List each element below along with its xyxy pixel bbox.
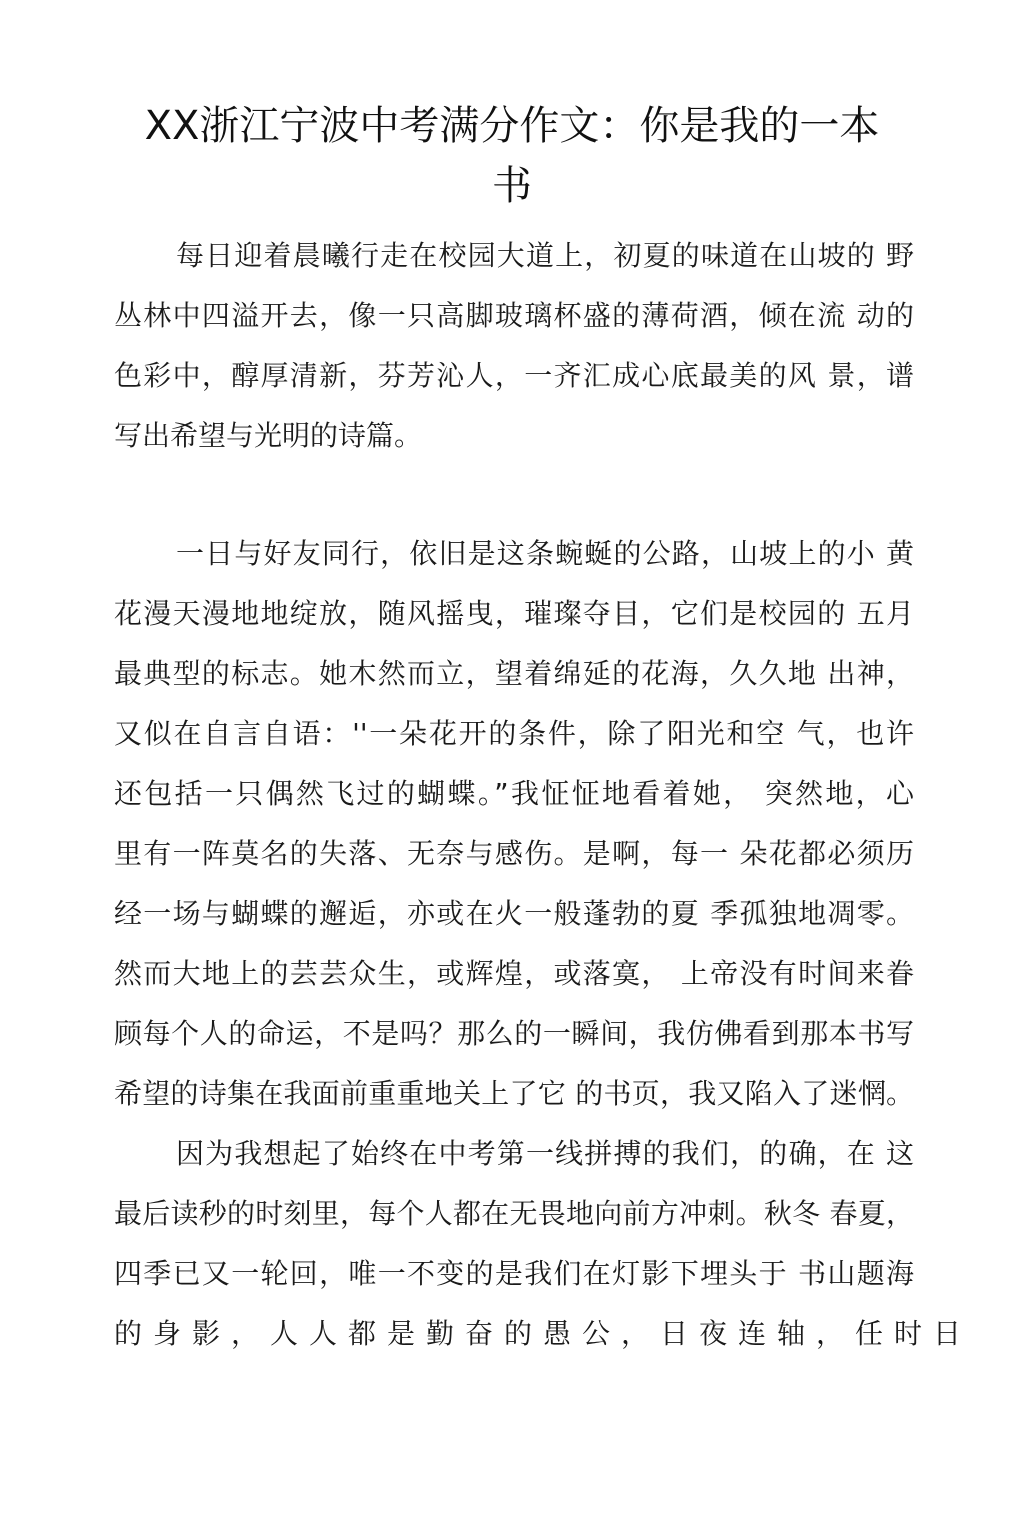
body-line: 最后读秒的时刻里，每个人都在无畏地向前方冲刺。秋冬 春夏， (114, 1197, 914, 1230)
body-line: 还包括一只偶然飞过的蝴蝶。”我怔怔地看着她， 突然地，心 (114, 777, 914, 810)
body-line: 顾每个人的命运，不是吗？那么的一瞬间，我仿佛看到那本书写 (114, 1017, 914, 1050)
body-line: 最典型的标志。她木然而立，望着绵延的花海，久久地 出神， (114, 657, 914, 690)
body-line: 写出希望与光明的诗篇。 (114, 419, 423, 452)
body-line: 四季已又一轮回，唯一不变的是我们在灯影下埋头于 书山题海 (114, 1257, 914, 1290)
body-line: 然而大地上的芸芸众生，或辉煌，或落寞， 上帝没有时间来眷 (114, 957, 914, 990)
body-line: 因为我想起了始终在中考第一线拼搏的我们，的确，在 这 (176, 1137, 914, 1170)
body-line: 一日与好友同行，依旧是这条蜿蜒的公路，山坡上的小 黄 (176, 537, 914, 570)
title-line-1: XX浙江宁波中考满分作文：你是我的一本 (144, 103, 880, 149)
body-line: 花漫天漫地地绽放，随风摇曳，璀璨夺目，它们是校园的 五月 (114, 597, 914, 630)
body-line: 经一场与蝴蝶的邂逅，亦或在火一般蓬勃的夏 季孤独地凋零。 (114, 897, 914, 930)
body-line: 色彩中，醇厚清新，芬芳沁人，一齐汇成心底最美的风 景，谱 (114, 359, 914, 392)
body-line: 的身影，人人都是勤奋的愚公，日夜连轴，任时日 (114, 1317, 973, 1350)
document-title (110, 96, 914, 216)
body-line: 里有一阵莫名的失落、无奈与感伤。是啊，每一 朵花都必须历 (114, 837, 914, 870)
body-line: 丛林中四溢开去，像一只高脚玻璃杯盛的薄荷酒，倾在流 动的 (114, 299, 914, 332)
body-line: 又似在自言自语：''一朵花开的条件，除了阳光和空 气，也许 (114, 717, 914, 750)
body-line: 希望的诗集在我面前重重地关上了它 的书页，我又陷入了迷惘。 (114, 1077, 914, 1110)
body-line: 每日迎着晨曦行走在校园大道上，初夏的味道在山坡的 野 (176, 239, 914, 272)
title-line-2: 书 (492, 163, 532, 209)
